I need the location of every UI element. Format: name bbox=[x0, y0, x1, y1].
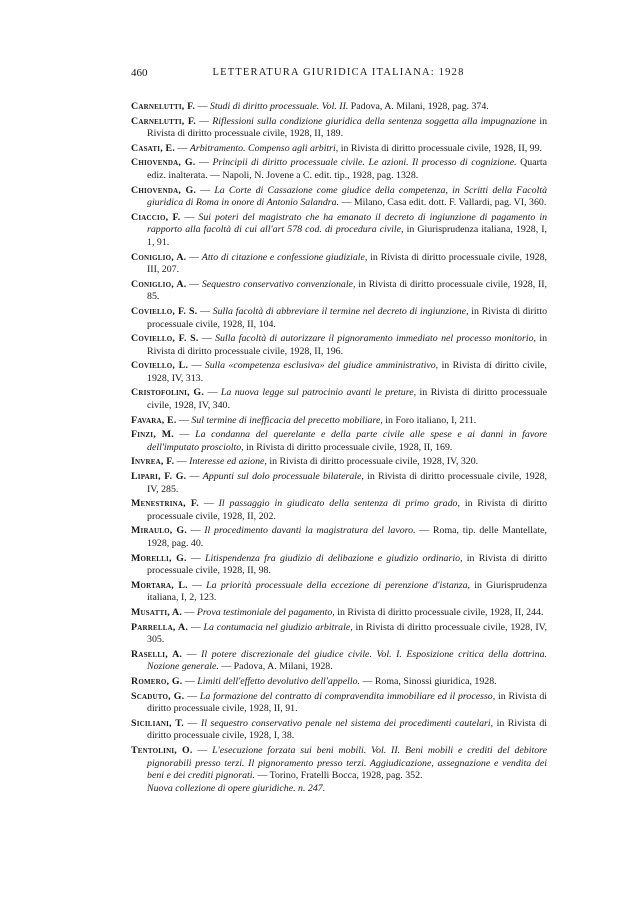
entry-source: — Torino, Fratelli Bocca, 1928, pag. 352. bbox=[257, 770, 423, 782]
entry-source: in Rivista di diritto processuale civile, 1928, II, 99. bbox=[340, 142, 543, 154]
entry-source: in Rivista di diritto processuale civile, 1928, II, 196. bbox=[147, 333, 548, 357]
running-title: LETTERATURA GIURIDICA ITALIANA: 1928 bbox=[212, 67, 465, 78]
entry-source: — Padova, A. Milani, 1928. bbox=[221, 661, 333, 673]
entry-title: Arbitramento. Compenso agli arbitri, bbox=[189, 142, 339, 154]
bibliography-entry: Invrea, F. — Interesse ed azione, in Rivista di diritto processuale civile, 1928, IV, 320. bbox=[131, 456, 479, 468]
entry-title: Il passaggio in giudicato della sentenza di primo grado, bbox=[218, 498, 460, 510]
bibliography-entry: Musatti, A. — Prova testimoniale del pagamento, in Rivista di diritto processuale civile, 1928, II, 244. bbox=[131, 606, 544, 618]
entry-source: in Rivista di diritto processuale civile, 1928, IV, 320. bbox=[269, 456, 479, 468]
entry-title: Sulla facoltà di abbreviare il termine nel decreto di ingiunzione, bbox=[212, 305, 469, 317]
bibliography-entry: Coviello, F. S. — Sulla facoltà di autorizzare il pignoramento immediato nel processo monitorio, in Rivista di diritto processuale civile, 1928, II, 196. bbox=[131, 333, 548, 357]
entry-author: Morelli, G. bbox=[131, 552, 187, 564]
entry-title: La nuova legge sul patrocinio avanti le preture, bbox=[220, 387, 417, 399]
entry-source: in Giurisprudenza italiana, I, 2, 123. bbox=[147, 579, 548, 604]
entry-title: L'esecuzione forzata sui beni mobili. Vol. II. Beni mobili e crediti del debitore pignorabili presso terzi. Il pignoramento presso terzi. Aggiudicazione, assegnazione e vendita dei beni e dei crediti pignorati. bbox=[147, 744, 547, 782]
entry-title: Sui poteri del magistrato che ha emanato il decreto di ingiunzione di pagamento in rapporto alla facoltà di cui all'art 578 cod. di procedura civile, bbox=[147, 211, 548, 236]
bibliography-entry: Carnelutti, F. — Riflessioni sulla condizione giuridica della sentenza soggetta alla impugnazione in Rivista di diritto processuale civile, 1928, II, 189. bbox=[131, 115, 548, 140]
entry-author: Carnelutti, F. bbox=[131, 101, 196, 112]
entry-title: Atto di citazione e confessione giudiziale, bbox=[201, 251, 368, 263]
entry-title: Principii di diritto processuale civile. Le azioni. Il processo di cognizione. bbox=[212, 157, 517, 169]
entry-author: Casati, E. bbox=[131, 142, 176, 154]
page-header bbox=[131, 67, 546, 83]
entry-author: Coniglio, A. bbox=[131, 251, 187, 263]
entry-title: Riflessioni sulla condizione giuridica della sentenza soggetta alla impugnazione bbox=[212, 115, 537, 127]
entry-title: La condanna del querelante e della parte civile alle spese e ai danni in favore dell'imputato prosciolto, bbox=[147, 429, 548, 453]
bibliography-entry: Parrella, A. — La contumacia nel giudizio arbitrale, in Rivista di diritto processuale civile, 1928, IV, 305. bbox=[131, 621, 547, 646]
entry-source: — Roma, Sinossi giuridica, 1928. bbox=[362, 675, 497, 687]
entry-title: Il sequestro conservativo penale nel sistema dei procedimenti cautelari, bbox=[200, 717, 494, 729]
entry-title: Studi di diritto processuale. Vol. II. bbox=[209, 101, 349, 112]
bibliography-entry: Siciliani, T. — Il sequestro conservativo penale nel sistema dei procedimenti cautelari, in Rivista di diritto processuale civile, 1928, I, 38. bbox=[131, 717, 547, 742]
entry-source: in Rivista di diritto civile, 1928, IV, 313. bbox=[147, 360, 548, 384]
entry-source: Padova, A. Milani, 1928, pag. 374. bbox=[350, 101, 489, 112]
bibliography-entry: Coviello, F. S. — Sulla facoltà di abbreviare il termine nel decreto di ingiunzione, in Rivista di diritto processuale civile, 1928, II, 104. bbox=[131, 305, 548, 330]
entry-title: La Corte di Cassazione come giudice della competenza, in Scritti della Facoltà giuridica di Roma in onore di Antonio Salandra. bbox=[147, 184, 548, 209]
bibliography-entry: Chiovenda, G. — La Corte di Cassazione come giudice della competenza, in Scritti della Facoltà giuridica di Roma in onore di Antonio Salandra. — Milano, Casa edit. dott. F. Vallardi, pag. VI, 360. bbox=[131, 184, 548, 209]
entry-source: in Rivista di diritto processuale civile, 1928, I, 38. bbox=[147, 717, 547, 742]
bibliography-entry: Coniglio, A. — Sequestro conservativo convenzionale, in Rivista di diritto processuale civile, 1928, II, 85. bbox=[131, 278, 547, 303]
entry-source: in Rivista di diritto processuale civile, 1928, IV, 285. bbox=[147, 471, 547, 495]
entry-author: Tentolini, O. bbox=[131, 744, 193, 756]
bibliography-entry: Mortara, L. — La priorità processuale della eccezione di perenzione d'istanza, in Giurisprudenza italiana, I, 2, 123. bbox=[131, 579, 548, 604]
entry-author: Siciliani, T. bbox=[131, 717, 184, 729]
entry-author: Invrea, F. bbox=[131, 456, 175, 468]
entry-author: Coviello, F. S. bbox=[131, 305, 198, 317]
entry-source: in Rivista di diritto processuale civile, 1928, II, 85. bbox=[147, 278, 547, 303]
entry-source: in Rivista di diritto processuale civile, 1928, II, 104. bbox=[147, 305, 548, 330]
entry-source: in Rivista di diritto processuale civile, 1928, II, 244. bbox=[337, 606, 544, 618]
entry-title: La priorità processuale della eccezione di perenzione d'istanza, bbox=[206, 579, 470, 591]
entry-author: Lipari, F. G. bbox=[131, 471, 187, 483]
entry-source: in Rivista di diritto processuale civile, 1928, II, 91. bbox=[147, 690, 548, 715]
entry-source: in Rivista di diritto processuale civile, 1928, IV, 340. bbox=[147, 387, 547, 412]
entry-source: — Milano, Casa edit. dott. F. Vallardi, pag. VI, 360. bbox=[341, 197, 547, 209]
bibliography-entry: Casati, E. — Arbitramento. Compenso agli arbitri, in Rivista di diritto processuale civile, 1928, II, 99. bbox=[131, 142, 543, 154]
entry-author: Menestrina, F. bbox=[131, 498, 199, 510]
bibliography-entry: Ciaccio, F. — Sui poteri del magistrato che ha emanato il decreto di ingiunzione di pagamento in rapporto alla facoltà di cui all'art 578 cod. di procedura civile, in Giurisprudenza italiana, 1928, I, 1, 91. bbox=[131, 211, 548, 248]
entry-title: La formazione del contratto di compravendita immobiliare ed il processo, bbox=[199, 690, 496, 702]
entry-title: La contumacia nel giudizio arbitrale, bbox=[203, 621, 353, 633]
entry-title: Sulla facoltà di autorizzare il pignoramento immediato nel processo monitorio, bbox=[215, 333, 536, 345]
entry-author: Raselli, A. bbox=[131, 648, 183, 660]
bibliography-entry: Lipari, F. G. — Appunti sul dolo processuale bilaterale, in Rivista di diritto processuale civile, 1928, IV, 285. bbox=[131, 471, 547, 495]
bibliography-entry: Raselli, A. — Il potere discrezionale del giudice civile. Vol. I. Esposizione critica della dottrina. Nozione generale. — Padova, A. Milani, 1928. bbox=[131, 648, 547, 673]
bibliography-entry: Scaduto, G. — La formazione del contratto di compravendita immobiliare ed il processo, in Rivista di diritto processuale civile, 1928, II, 91. bbox=[131, 690, 548, 715]
entry-title: Appunti sul dolo processuale bilaterale, bbox=[202, 471, 364, 483]
bibliography-entry: Cristofolini, G. — La nuova legge sul patrocinio avanti le preture, in Rivista di diritto processuale civile, 1928, IV, 340. bbox=[131, 387, 547, 412]
entry-source: — Roma, tip. delle Mantellate, 1928, pag. 40. bbox=[147, 525, 547, 549]
entry-author: Cristofolini, G. bbox=[131, 387, 204, 399]
entry-title: Interesse ed azione, bbox=[189, 456, 267, 468]
entry-author: Carnelutti, F. bbox=[131, 115, 196, 127]
entry-source: in Rivista di diritto processuale civile, 1928, IV, 305. bbox=[147, 621, 547, 646]
entry-title: Sulla «competenza esclusiva» del giudice amministrativo, bbox=[204, 360, 439, 372]
entry-author: Finzi, M. bbox=[131, 429, 174, 441]
bibliography-entry: Favara, E. — Sul termine di inefficacia del precetto mobiliare, in Foro italiano, I, 211. bbox=[131, 414, 477, 426]
entry-source: in Rivista di diritto processuale civile, 1928, II, 169. bbox=[246, 441, 453, 453]
entry-author: Coviello, L. bbox=[131, 360, 189, 372]
entry-source: in Rivista di diritto processuale civile, 1928, II, 98. bbox=[147, 552, 548, 577]
bibliography-entry: Finzi, M. — La condanna del querelante e della parte civile alle spese e ai danni in favore dell'imputato prosciolto, in Rivista di diritto processuale civile, 1928, II, 169. bbox=[131, 429, 548, 453]
entry-author: Parrella, A. bbox=[131, 621, 188, 633]
entry-author: Mortara, L. bbox=[131, 579, 188, 591]
entry-title: Il procedimento davanti la magistratura del lavoro. bbox=[204, 525, 416, 537]
entry-author: Chiovenda, G. bbox=[131, 157, 196, 169]
bibliography-list bbox=[131, 101, 547, 797]
entry-author: Musatti, A. bbox=[131, 606, 183, 618]
bibliography-entry: Miraulo, G. — Il procedimento davanti la magistratura del lavoro. — Roma, tip. delle Mantellate, 1928, pag. 40. bbox=[131, 525, 547, 549]
entry-source: in Rivista di diritto processuale civile, 1928, III, 207. bbox=[147, 251, 547, 276]
entry-title: Sul termine di inefficacia del precetto mobiliare, bbox=[191, 414, 383, 426]
entry-author: Chiovenda, G. bbox=[131, 184, 197, 196]
entry-title: Sequestro conservativo convenzionale, bbox=[201, 278, 356, 290]
bibliography-entry: Tentolini, O. — L'esecuzione forzata sui beni mobili. Vol. II. Beni mobili e crediti del debitore pignorabili presso terzi. Il pignoramento presso terzi. Aggiudicazione, assegnazione e vendita dei beni e dei crediti pignorati. — Torino, Fratelli Bocca, 1928, pag. 352. Nuova collezione di opere giuridiche. n. 247. bbox=[131, 744, 547, 794]
entry-title: Il potere discrezionale del giudice civile. Vol. I. Esposizione critica della dottrina. Nozione generale. bbox=[147, 648, 547, 673]
entry-series-note: Nuova collezione di opere giuridiche. n. 247. bbox=[147, 782, 326, 794]
entry-author: Romero, G. bbox=[131, 675, 183, 687]
bibliography-entry: Morelli, G. — Litispendenza fra giudizio di delibazione e giudizio ordinario, in Rivista di diritto processuale civile, 1928, II, 98. bbox=[131, 552, 548, 577]
entry-author: Coviello, F. S. bbox=[131, 333, 199, 345]
entry-author: Favara, E. bbox=[131, 414, 177, 426]
bibliography-entry: Menestrina, F. — Il passaggio in giudicato della sentenza di primo grado, in Rivista di diritto processuale civile, 1928, II, 202. bbox=[131, 498, 548, 522]
entry-title: Prova testimoniale del pagamento, bbox=[196, 606, 335, 618]
page-number: 460 bbox=[131, 67, 148, 79]
bibliography-entry: Coviello, L. — Sulla «competenza esclusiva» del giudice amministrativo, in Rivista di diritto civile, 1928, IV, 313. bbox=[131, 360, 548, 384]
bibliography-entry: Carnelutti, F. — Studi di diritto processuale. Vol. II. Padova, A. Milani, 1928, pag. 374. bbox=[131, 101, 489, 112]
bibliography-entry: Coniglio, A. — Atto di citazione e confessione giudiziale, in Rivista di diritto processuale civile, 1928, III, 207. bbox=[131, 251, 547, 276]
entry-author: Ciaccio, F. bbox=[131, 211, 181, 223]
entry-title: Limiti dell'effetto devolutivo dell'appello. bbox=[197, 675, 361, 687]
entry-source: in Rivista di diritto processuale civile, 1928, II, 202. bbox=[147, 498, 548, 522]
entry-author: Scaduto, G. bbox=[131, 690, 185, 702]
entry-source: Quarta ediz. inalterata. — Napoli, N. Jovene a C. edit. tip., 1928, pag. 1328. bbox=[147, 157, 548, 181]
bibliography-entry: Romero, G. — Limiti dell'effetto devolutivo dell'appello. — Roma, Sinossi giuridica, 1928. bbox=[131, 675, 497, 687]
bibliography-entry: Chiovenda, G. — Principii di diritto processuale civile. Le azioni. Il processo di cognizione. Quarta ediz. inalterata. — Napoli, N. Jovene a C. edit. tip., 1928, pag. 1328. bbox=[131, 157, 548, 181]
entry-source: in Giurisprudenza italiana, 1928, I, 1, 91. bbox=[147, 224, 548, 248]
entry-title: Litispendenza fra giudizio di delibazione e giudizio ordinario, bbox=[205, 552, 463, 564]
entry-source: in Foro italiano, I, 211. bbox=[385, 414, 477, 426]
entry-author: Coniglio, A. bbox=[131, 278, 187, 290]
entry-author: Miraulo, G. bbox=[131, 525, 187, 537]
entry-source: in Rivista di diritto processuale civile, 1928, II, 189. bbox=[147, 115, 548, 140]
